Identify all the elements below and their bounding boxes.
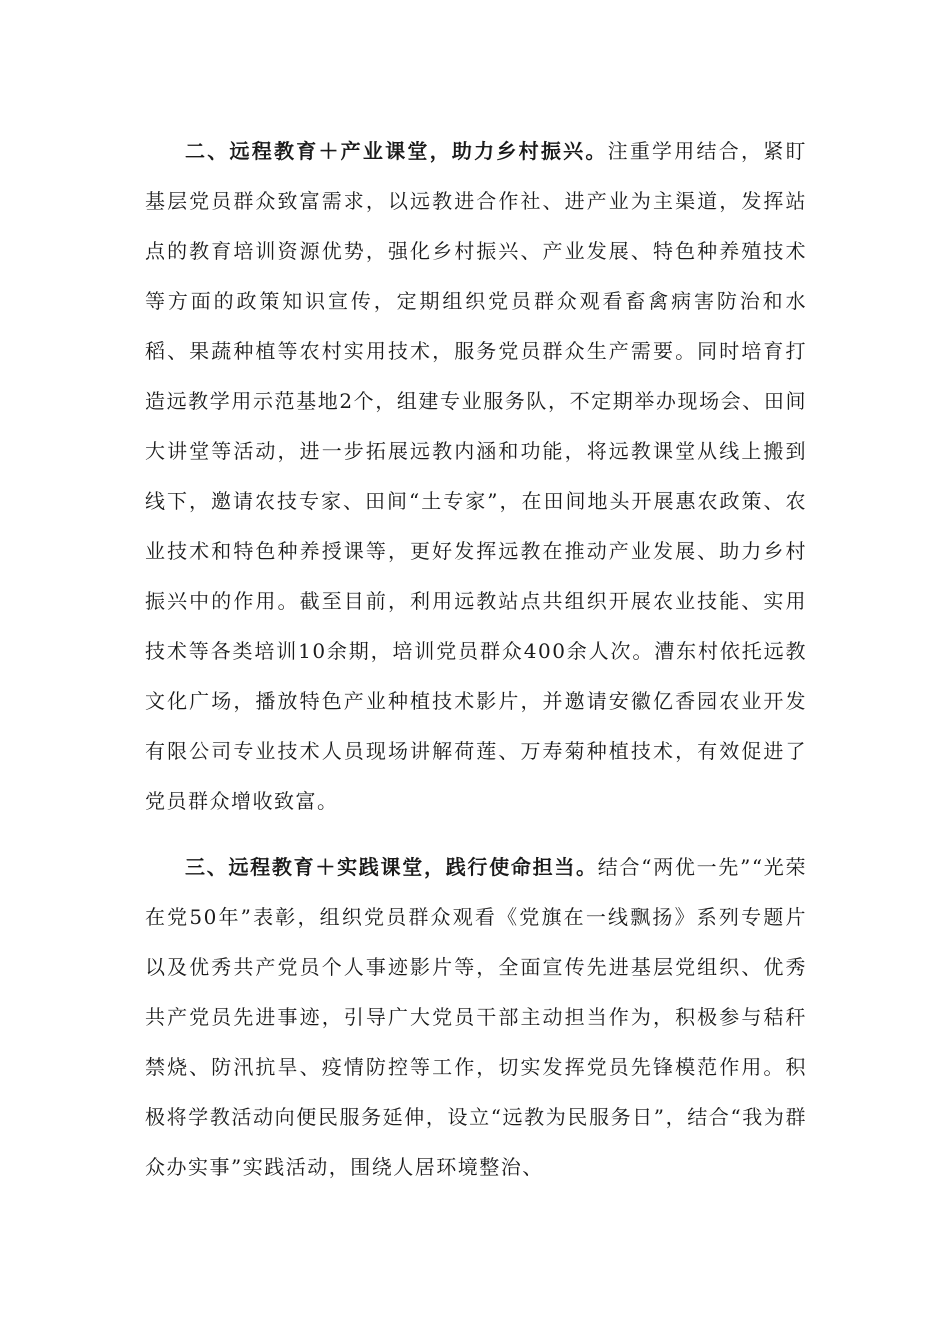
document-body [145,126,807,1192]
paragraph-practice-classroom [145,842,807,1192]
paragraph-industry-classroom [145,126,807,826]
paragraph-text: 结合“两优一先”“光荣在党50年”表彰，组织党员群众观看《党旗在一线飘扬》系列专题片以及优秀共产党员个人事迹影片等，全面宣传先进基层党组织、优秀共产党员先进事迹，引导广大党员干部主动担当作为，积极参与秸秆禁烧、防汛抗旱、疫情防控等工作，切实发挥党员先锋模范作用。积极将学教活动向便民服务延伸，设立“远教为民服务日”，结合“我为群众办实事”实践活动，围绕人居环境整治、 [145,855,807,1179]
paragraph-text: 注重学用结合，紧盯基层党员群众致富需求，以远教进合作社、进产业为主渠道，发挥站点的教育培训资源优势，强化乡村振兴、产业发展、特色种养殖技术等方面的政策知识宣传，定期组织党员群众观看畜禽病害防治和水稻、果蔬种植等农村实用技术，服务党员群众生产需要。同时培育打造远教学用示范基地2个，组建专业服务队，不定期举办现场会、田间大讲堂等活动，进一步拓展远教内涵和功能，将远教课堂从线上搬到线下，邀请农技专家、田间“土专家”，在田间地头开展惠农政策、农业技术和特色种养授课等，更好发挥远教在推动产业发展、助力乡村振兴中的作用。截至目前，利用远教站点共组织开展农业技能、实用技术等各类培训10余期，培训党员群众400余人次。漕东村依托远教文化广场，播放特色产业种植技术影片，并邀请安徽亿香园农业开发有限公司专业技术人员现场讲解荷莲、万寿菊种植技术，有效促进了党员群众增收致富。 [145,139,808,813]
paragraph-heading: 二、远程教育＋产业课堂，助力乡村振兴。 [185,139,608,163]
paragraph-heading: 三、远程教育＋实践课堂，践行使命担当。 [185,855,598,879]
